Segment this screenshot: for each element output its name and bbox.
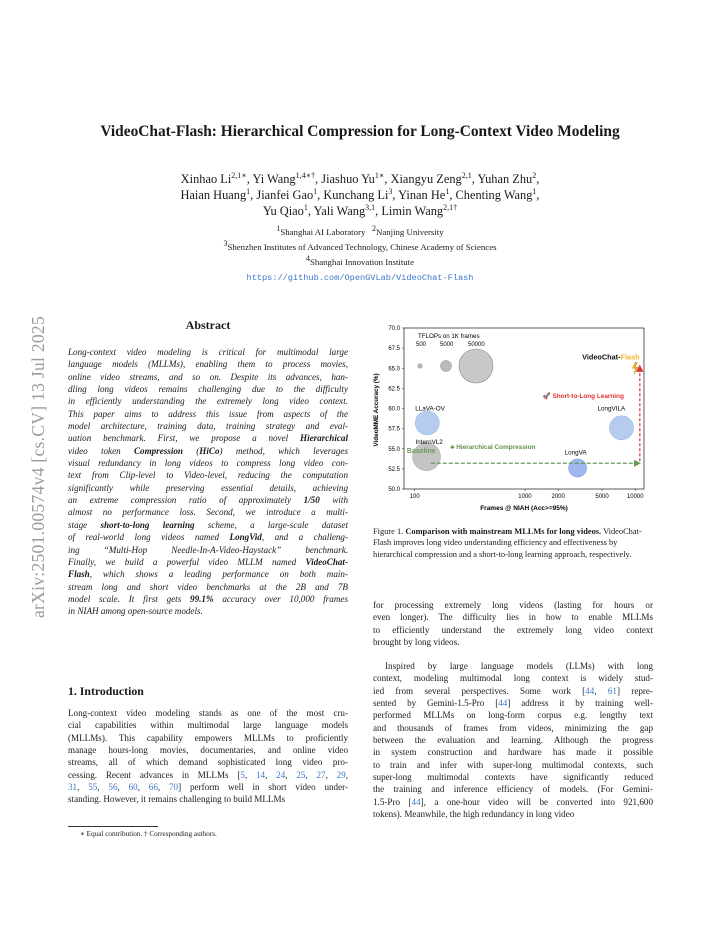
github-link[interactable]: https://github.com/OpenGVLab/VideoChat-Flash: [246, 273, 474, 283]
author-name: Haian Huang: [180, 188, 247, 203]
legend-bubble-large: [459, 349, 493, 383]
y-tick-label: 60.0: [388, 406, 400, 413]
text-line: significantly while preserving essential details, achieving: [68, 482, 348, 493]
text-line: standing. However, it remains challenging to build MLLMs: [68, 794, 286, 805]
footnote-rule: [68, 826, 158, 827]
text-line: online video streams, and so on. Despite its advances, han-: [68, 371, 348, 382]
authors-line-2: Haian Huang$^1$, Jianfei Gao$^1$, Kunchang Li$^3$, Yinan He$^1$, Chenting Wang$^1$,: [180, 187, 540, 203]
text-line: sented by Gemini-1.5-Pro [44] address it by training well-: [373, 698, 653, 709]
label-longva: LongVA: [564, 449, 587, 457]
abstract-title: Abstract: [185, 318, 231, 332]
text-line: 1.5-Pro [44], a one-hour video will be converted into 921,600: [373, 796, 653, 807]
text-line: manage hours-long movies, documentaries, and online video: [68, 745, 348, 756]
text-line: streams, all of which demand sophisticated long video pro-: [68, 757, 348, 768]
author-affiliation-mark: 2,1: [461, 171, 472, 180]
y-tick-label: 52.5: [388, 466, 400, 473]
affiliation-line-3: [80, 252, 640, 269]
text-line: an extreme compression ratio of approximately 1/50 with: [68, 495, 348, 506]
caption-rest: VideoChat-Flash improves long video understanding efficiency and effectiveness by hierarchical compression and a short-to-long learning approach, respectively.: [373, 527, 642, 559]
y-tick-label: 55.0: [388, 446, 400, 453]
legend-entry-50000: 50000: [468, 342, 485, 348]
text-line: dling long videos remains challenging due to the difficulty: [68, 384, 348, 395]
label-longvila: LongVILA: [597, 405, 626, 413]
author-affiliation-mark: 2,1∗: [231, 171, 247, 180]
label-internvl2: InternVL2: [415, 439, 443, 447]
text-line: Flash, which shows a leading performance on both main-: [68, 569, 348, 580]
text-line: almost no performance loss. Second, we introduce a multi-: [68, 507, 348, 518]
text-line: model architecture, training data, training strategy and eval-: [68, 421, 348, 432]
text-line: Finally, we build a powerful video MLLM named VideoChat-: [68, 556, 348, 567]
author-name: Jiashuo Yu: [321, 172, 375, 187]
legend-title: TFLOPs on 1K frames: [418, 333, 480, 340]
text-line: in efficiently understanding the extremely long video context.: [68, 396, 348, 407]
x-tick-label: 100: [409, 494, 420, 500]
text-line: model scale. It first gets 99.1% accuracy over 10,000 frames: [68, 593, 348, 604]
author-affiliation-mark: 3,1: [365, 203, 376, 212]
author-affiliation-mark: 1: [303, 203, 308, 212]
short-to-long-label: 🚀 Short-to-Long Learning: [542, 393, 624, 401]
legend-bubble-small: [418, 364, 422, 368]
comparison-chart: [370, 320, 655, 520]
text-line: and thousands of frames from videos, minimizing the gap: [373, 722, 653, 733]
author-name: Yi Wang: [252, 172, 296, 187]
y-tick-label: 65.0: [388, 366, 400, 373]
text-line: ied from several perspectives. Some work [44, 61] repre-: [373, 685, 653, 696]
author-name: Yali Wang: [313, 204, 366, 219]
author-affiliation-mark: 1: [445, 187, 450, 196]
baseline-label: Baseline: [406, 447, 436, 455]
aff-sup: 3: [223, 239, 228, 248]
author-affiliation-mark: 1: [246, 187, 251, 196]
caption-bold: Comparison with mainstream MLLMs for long videos.: [405, 527, 602, 536]
arxiv-stamp-text: arXiv:2501.00574v4 [cs.CV] 13 Jul 2025: [28, 315, 48, 619]
x-axis-ticks: [410, 489, 645, 500]
author-name: Yinan He: [398, 188, 446, 203]
affiliation-1: Shanghai AI Laboratory: [280, 226, 366, 237]
text-line: the training and inference efficiency of models. (For Gemini-: [373, 784, 653, 795]
text-line: between the evaluation and learning. Although the progress: [373, 735, 653, 746]
aff-sup: 2: [371, 224, 376, 233]
affiliation-2: Nanjing University: [375, 226, 444, 237]
text-line: context, modeling multimodal long context is widely stud-: [373, 673, 653, 684]
author-name: Jianfei Gao: [256, 188, 314, 203]
caption-label: Figure 1.: [373, 527, 404, 536]
text-line: uation benchmark. First, we propose a novel Hierarchical: [68, 433, 348, 444]
text-line: ing “Multi-Hop Needle-In-A-Video-Haystack” benchmark.: [68, 544, 348, 555]
y-tick-label: 50.0: [388, 487, 400, 493]
text-line: super-long multimodal contexts have significantly reduced: [373, 772, 653, 783]
data-point-llava-ov: [415, 411, 439, 435]
author-name: Xinhao Li: [180, 172, 232, 187]
text-line: Inspired by large language models (LLMs) with long: [385, 661, 653, 671]
authors-line-3: Yu Qiao$^1$, Yali Wang$^{3,1}$, Limin Wang$^{2,1\dagger}$: [262, 203, 458, 219]
x-tick-label: 1000: [518, 494, 532, 500]
text-line: cessing. Recent advances in MLLMs [5, 14, 24, 25, 27, 29,: [68, 769, 349, 780]
abstract-body: [68, 346, 348, 618]
videochat-flash-label-accent: Flash: [620, 352, 640, 362]
x-tick-label: 2000: [551, 494, 565, 500]
author-name: Limin Wang: [381, 204, 444, 219]
text-line: cial capabilities within multimodal large language models: [68, 720, 348, 731]
x-tick-label: 5000: [595, 494, 609, 500]
affiliation-4: Shanghai Innovation Institute: [309, 256, 415, 267]
author-name: Xiangyu Zeng: [390, 172, 462, 187]
y-tick-label: 57.5: [388, 426, 400, 433]
data-point-longvila: [609, 416, 633, 440]
author-affiliation-mark: 2,1†: [443, 203, 458, 212]
text-line: to train and infer with super-long multimodal contexts, such: [373, 759, 653, 770]
authors-line-1: Xinhao $Li^{2,1∗}$, Yi Wang$^{1,4∗\dagger}$, Jiashuo $Yu^{1∗}$, Xiangyu Zeng$^{2,1}$, Yuhan Zhu$^2$,: [180, 171, 540, 187]
figure-caption: [373, 526, 653, 560]
text-line: performed MLLMs on long-form corpus e.g. lengthy text: [373, 710, 653, 721]
label-llava-ov: LLaVA-OV: [415, 405, 445, 413]
text-line: language models (MLLMs), enabling them to process movies,: [68, 359, 348, 370]
introduction-heading: 1. Introduction: [68, 684, 144, 698]
aff-sup: 1: [276, 224, 281, 233]
author-name: Chenting Wang: [455, 188, 533, 203]
author-name: Yu Qiao: [262, 204, 304, 219]
y-axis-ticks: [388, 326, 404, 493]
y-tick-label: 67.5: [388, 346, 400, 353]
text-line: (MLLMs). This capability empowers MLLMs to proficiently: [68, 732, 348, 743]
author-affiliation-mark: 1: [313, 187, 318, 196]
videochat-flash-label: VideoChat-Flash: [582, 352, 640, 362]
text-line: 31, 55, 56, 60, 66, 70] perform well in short video under-: [68, 782, 349, 793]
text-line: Long-context video modeling stands as one of the most cru-: [68, 708, 348, 718]
author-affiliation-mark: 1,4∗†: [295, 171, 316, 180]
aff-sup: 4: [305, 254, 310, 263]
text-line: text from Clip-level to Video-level, reducing the computation: [68, 470, 348, 481]
author-affiliation-mark: 3: [388, 187, 393, 196]
right-column-paragraph-1: [373, 599, 653, 648]
right-column-paragraph-2: [373, 660, 653, 820]
x-axis-label: Frames @ NIAH (Acc>=95%): [480, 505, 568, 512]
author-affiliation-mark: 2: [532, 171, 537, 180]
text-line: to efficiently understand the extremely long video context: [373, 624, 653, 635]
legend-entry-5000: 5000: [440, 342, 454, 348]
y-tick-label: 70.0: [388, 326, 400, 332]
y-tick-label: 62.5: [388, 386, 400, 393]
text-line: brought by long videos.: [373, 637, 460, 648]
x-tick-label: 10000: [626, 494, 644, 500]
author-affiliation-mark: 1: [532, 187, 537, 196]
hierarchical-compression-label: ♣ Hierarchical Compression: [450, 443, 536, 451]
introduction-body: [68, 707, 348, 806]
text-line: stream long and short video benchmarks at the 2B and 7B: [68, 581, 348, 592]
affiliation-3: Shenzhen Institutes of Advanced Technology, Chinese Academy of Sciences: [227, 241, 497, 252]
text-line: This paper aims to address this issue from aspects of the: [68, 408, 348, 419]
text-line: Long-context video modeling is critical for multimodal large: [68, 347, 348, 357]
legend-bubble-medium: [441, 361, 452, 372]
legend-entry-500: 500: [416, 342, 427, 348]
paper-title: VideoChat-Flash: Hierarchical Compression for Long-Context Video Modeling: [100, 123, 620, 140]
data-point-longva: [569, 459, 587, 477]
footnote: ∗ Equal contribution. † Corresponding authors.: [80, 830, 217, 838]
text-line: tokens). Meanwhile, the high redundancy in long video: [373, 809, 575, 820]
author-name: Kunchang Li: [323, 188, 389, 203]
text-line: video token Compression (HiCo) method, which leverages: [68, 445, 348, 456]
text-line: in system construction and hardware has made it possible: [373, 747, 653, 758]
y-axis-label: VideoMME Accuracy (%): [373, 373, 380, 447]
text-line: of real-world long videos named LongVid, and a challeng-: [68, 532, 348, 543]
author-affiliation-mark: 1∗: [374, 171, 385, 180]
text-line: stage short-to-long learning scheme, a large-scale dataset: [68, 519, 348, 530]
text-line: in NIAH among open-source models.: [68, 606, 203, 617]
text-line: for processing extremely long videos (lasting for hours or: [373, 600, 653, 610]
author-name: Yuhan Zhu: [477, 172, 533, 187]
arxiv-stamp: [10, 262, 46, 672]
text-line: even longer). The difficulty lies in how to enable MLLMs: [373, 612, 653, 623]
text-line: visual redundancy in long videos to compress long video con-: [68, 458, 348, 469]
